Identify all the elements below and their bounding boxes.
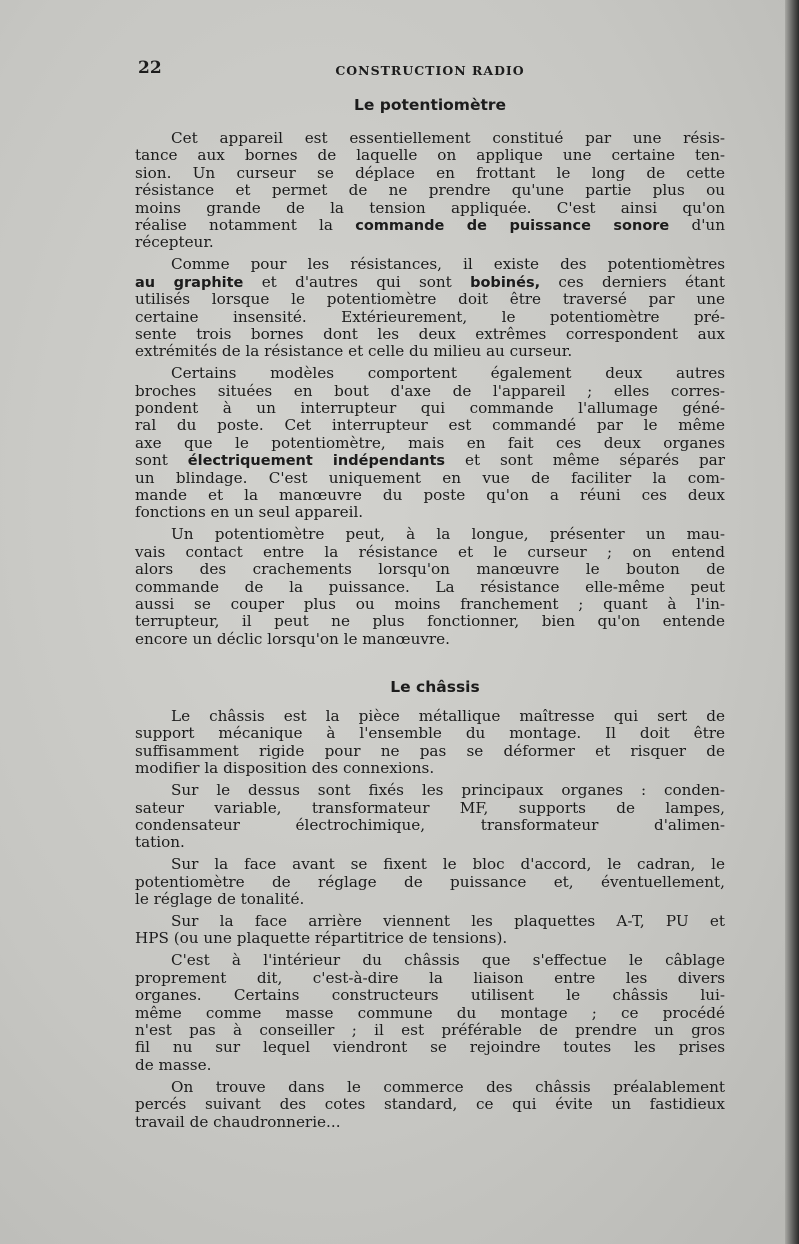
text-line: [135, 383, 725, 400]
text-line: [135, 725, 725, 742]
page-edge-shadow: [785, 0, 799, 1244]
text-line: [135, 596, 725, 613]
text-span: sateur variable, transformateur MF, supports de lampes,: [135, 798, 725, 817]
text-span: de masse.: [135, 1055, 212, 1074]
text-span: support mécanique à l'ensemble du montage. Il doit être: [135, 724, 725, 743]
text-line: [135, 1022, 725, 1039]
text-line: [135, 834, 725, 851]
text-line: [135, 435, 725, 452]
text-line: [135, 1114, 725, 1131]
text-span: tance aux bornes de laquelle on applique une certaine ten-: [135, 146, 725, 165]
paragraph: [135, 708, 725, 778]
text-span: tation.: [135, 833, 185, 852]
text-span: utilisés lorsque le potentiomètre doit être traversé par une: [135, 290, 725, 309]
text-span: Un potentiomètre peut, à la longue, présenter un mau-: [171, 525, 725, 544]
text-line: [135, 874, 725, 891]
text-line: [135, 1057, 725, 1074]
paragraph: [135, 130, 725, 252]
text-span: Le châssis est la pièce métallique maîtresse qui sert de: [171, 707, 725, 725]
running-head: CONSTRUCTION RADIO: [335, 63, 525, 78]
text-line: [135, 217, 725, 234]
text-line: [135, 526, 725, 543]
text-span: encore un déclic lorsqu'on le manœuvre.: [135, 629, 450, 648]
bold-text: au graphite: [135, 274, 244, 291]
text-line: [135, 544, 725, 561]
text-span: récepteur.: [135, 233, 214, 252]
text-span: potentiomètre de réglage de puissance et, éventuellement,: [135, 872, 725, 891]
text-line: [135, 452, 725, 469]
text-line: [135, 234, 725, 251]
text-line: [135, 891, 725, 908]
text-line: [135, 256, 725, 273]
text-line: [135, 817, 725, 834]
text-line: [135, 504, 725, 521]
text-span: Sur la face arrière viennent les plaquettes A-T, PU et: [171, 912, 725, 931]
text-span: modifier la disposition des connexions.: [135, 759, 435, 778]
paragraph: [135, 856, 725, 908]
text-line: [135, 130, 725, 147]
text-span: pondent à un interrupteur qui commande l'allumage géné-: [135, 399, 725, 418]
text-line: [135, 930, 725, 947]
text-line: [135, 487, 725, 504]
text-span: même comme masse commune du montage ; ce procédé: [135, 1003, 725, 1022]
paragraph: [135, 365, 725, 522]
text-span: suffisamment rigide pour ne pas se déformer et risquer de: [135, 741, 725, 760]
bold-text: électriquement indépendants: [187, 453, 446, 470]
text-line: [135, 856, 725, 873]
text-span: ral du poste. Cet interrupteur est commandé par le même: [135, 416, 725, 435]
text-span: travail de chaudronnerie...: [135, 1112, 341, 1131]
paragraph: [135, 952, 725, 1074]
text-span: fil nu sur lequel viendront se rejoindre toutes les prises: [135, 1038, 725, 1057]
text-span: n'est pas à conseiller ; il est préférable de prendre un gros: [135, 1021, 725, 1040]
text-span: Cet appareil est essentiellement constitué par une résis-: [171, 129, 725, 147]
text-line: [135, 1096, 725, 1113]
text-line: [135, 365, 725, 382]
text-line: [135, 274, 725, 291]
text-span: réalise notamment la: [135, 215, 356, 234]
text-span: HPS (ou une plaquette répartitrice de tensions).: [135, 929, 508, 948]
paragraph: [135, 913, 725, 948]
text-line: [135, 309, 725, 326]
text-span: sente trois bornes dont les deux extrêmes correspondent aux: [135, 324, 725, 343]
paragraph: [135, 1079, 725, 1131]
text-span: Certains modèles comportent également deux autres: [171, 364, 725, 383]
text-span: vais contact entre la résistance et le curseur ; on entend: [135, 542, 725, 561]
text-line: [135, 800, 725, 817]
section-body-chassis: [135, 708, 725, 1136]
bold-text: bobinés,: [470, 274, 541, 291]
text-span: C'est à l'intérieur du châssis que s'effectue le câblage: [171, 951, 725, 970]
text-span: extrémités de la résistance et celle du milieu au curseur.: [135, 342, 573, 361]
text-line: [135, 326, 725, 343]
text-line: [135, 561, 725, 578]
text-line: [135, 708, 725, 725]
text-span: percés suivant des cotes standard, ce qui évite un fastidieux: [135, 1095, 725, 1114]
text-line: [135, 579, 725, 596]
text-line: [135, 417, 725, 434]
text-span: axe que le potentiomètre, mais en fait ces deux organes: [135, 433, 725, 452]
page-number: 22: [138, 58, 162, 78]
text-span: d'un: [669, 215, 725, 234]
text-span: un blindage. C'est uniquement en vue de faciliter la com-: [135, 468, 725, 487]
text-line: [135, 613, 725, 630]
text-line: [135, 147, 725, 164]
text-span: résistance et permet de ne prendre qu'une partie plus ou: [135, 181, 725, 200]
text-span: certaine insensité. Extérieurement, le potentiomètre pré-: [135, 307, 725, 326]
text-line: [135, 1005, 725, 1022]
text-span: broches situées en bout d'axe de l'appareil ; elles corres-: [135, 381, 725, 400]
text-line: [135, 970, 725, 987]
text-span: condensateur électrochimique, transformateur d'alimen-: [135, 815, 725, 834]
paragraph: [135, 782, 725, 852]
text-span: proprement dit, c'est-à-dire la liaison entre les divers: [135, 968, 725, 987]
text-span: le réglage de tonalité.: [135, 890, 305, 909]
section-body-potentiometre: [135, 130, 725, 653]
text-span: et sont même séparés par: [445, 451, 726, 470]
text-span: moins grande de la tension appliquée. C'est ainsi qu'on: [135, 198, 725, 217]
section-heading-potentiometre: Le potentiomètre: [353, 96, 507, 114]
text-span: terrupteur, il peut ne plus fonctionner, bien qu'on entende: [135, 612, 725, 631]
text-span: Sur la face avant se fixent le bloc d'accord, le cadran, le: [171, 855, 725, 874]
text-line: [135, 343, 725, 360]
bold-text: commande de puissance sonore: [355, 217, 670, 234]
text-line: [135, 1039, 725, 1056]
text-span: commande de la puissance. La résistance elle-même peut: [135, 577, 725, 596]
text-line: [135, 987, 725, 1004]
text-span: Comme pour les résistances, il existe des potentiomètres: [171, 255, 725, 274]
text-span: sion. Un curseur se déplace en frottant le long de cette: [135, 163, 725, 182]
text-line: [135, 182, 725, 199]
text-span: organes. Certains constructeurs utilisent le châssis lui-: [135, 986, 725, 1005]
text-span: ces derniers étant: [540, 272, 725, 291]
paragraph: [135, 256, 725, 360]
text-span: On trouve dans le commerce des châssis préalablement: [171, 1077, 725, 1096]
paragraph: [135, 526, 725, 648]
text-line: [135, 291, 725, 308]
text-line: [135, 913, 725, 930]
text-line: [135, 782, 725, 799]
text-line: [135, 1079, 725, 1096]
text-line: [135, 631, 725, 648]
text-span: mande et la manœuvre du poste qu'on a réuni ces deux: [135, 486, 725, 504]
text-line: [135, 760, 725, 777]
text-span: fonctions en un seul appareil.: [135, 503, 364, 522]
text-line: [135, 470, 725, 487]
section-heading-chassis: Le châssis: [390, 678, 480, 696]
text-span: et d'autres qui sont: [243, 272, 471, 291]
text-line: [135, 743, 725, 760]
text-span: Sur le dessus sont fixés les principaux organes : conden-: [171, 781, 725, 800]
text-line: [135, 200, 725, 217]
text-line: [135, 952, 725, 969]
text-line: [135, 165, 725, 182]
text-span: aussi se couper plus ou moins franchement ; quant à l'in-: [135, 594, 725, 613]
text-span: sont: [135, 451, 188, 470]
text-span: alors des crachements lorsqu'on manœuvre le bouton de: [135, 560, 725, 579]
text-line: [135, 400, 725, 417]
